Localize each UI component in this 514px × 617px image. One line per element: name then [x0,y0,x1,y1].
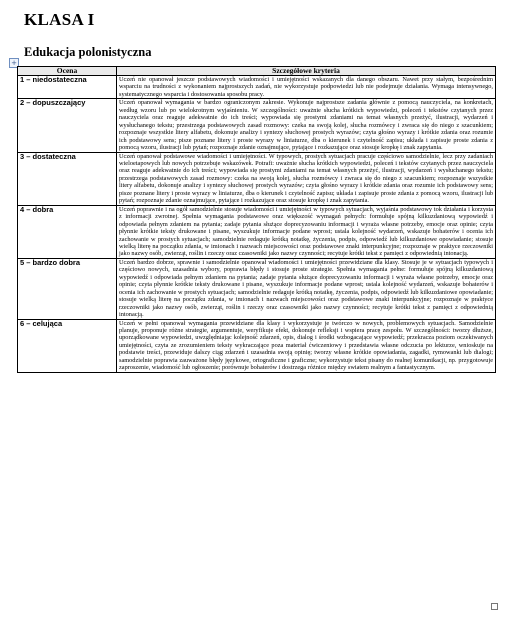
table-row [18,205,496,258]
header-criteria: Szczegółowe kryteria [117,67,496,76]
grade-cell: 2 – dopuszczający [18,99,117,152]
grade-cell: 1 – niedostateczna [18,76,117,99]
criteria-cell: Uczeń opanował podstawowe wiadomości i umiejętności. W typowych, prostych sytuacjach pracuje częściowo samodzielnie, lecz przy zadaniach wieloetapowych lub nowych potrzebuje wskazówek. Potrafi: uważnie słucha krótkich wypowiedzi, poleceń i tekstów czytanych przez nauczyciela oraz reaguje adekwatnie do ich treści; wypowiada się prostymi zdaniami na temat własnych przeżyć, ilustracji, wydarzeń i wysłuchanego tekstu; przestrzega podstawowych zasad rozmowy: czeka na swoją kolej, słucha rozmówcy i zwraca się do niego z szacunkiem; rozpoznaje wszystkie litery alfabetu, dokonuje analizy i syntezy słuchowej prostych wyrazów; czyta głośno wyrazy i krótkie zdania oraz rozumie ich podstawowy sens; pisze poznane litery i proste wyrazy w liniaturze, dba o kierunek i czytelność zapisu; układa i zapisuje proste zdania z pomocą wzoru, ilustracji lub pytań; rozpoznaje zdanie oznajmujące, pytające i rozkazujące oraz stosuje kropkę i znak zapytania. [117,152,496,205]
criteria-cell: Uczeń poprawnie i na ogół samodzielnie stosuje wiadomości i umiejętności w typowych sytuacjach, wyjaśnia podstawowy tok działania i korzysta z informacji zwrotnej. Spełnia wymagania podstawowe oraz większość wymagań pełnych: formułuje spójną kilkuzdaniową wypowiedź i odpowiada pełnym zdaniem na pytania; zadaje pytania służące doprecyzowaniu informacji i wyraża własne potrzeby, emocje oraz opinie; czyta płynnie krótkie teksty drukowane i pisane, wyszukuje informacje podane wprost; ustala kolejność wydarzeń, wskazuje bohaterów i ocenia ich zachowanie w prostych sytuacjach; samodzielnie redaguje krótką notatkę, życzenia, podpis, odpowiedź lub kilkuzdaniowe opowiadanie; stosuje wielką literę na początku zdania, w imionach i nazwach miejscowości oraz podstawowe znaki interpunkcyjne; rozpoznaje w praktyce rzeczowniki jako nazwy osób, zwierząt, roślin i rzeczy oraz czasowniki jako nazwy czynności; recytuje krótki tekst z pamięci z odpowiednią intonacją. [117,205,496,258]
table-row [18,319,496,372]
grade-cell: 6 – celująca [18,319,117,372]
table-row [18,258,496,319]
criteria-table [17,66,496,373]
criteria-cell: Uczeń opanował wymagania w bardzo ograniczonym zakresie. Wykonuje najprostsze zadania głównie z pomocą nauczyciela, na konkretach, według wzoru lub po wielokrotnym wyjaśnieniu. W szczególności: uważnie słucha krótkich wypowiedzi, poleceń i tekstów czytanych przez nauczyciela oraz reaguje adekwatnie do ich treści; wypowiada się prostymi zdaniami na temat własnych przeżyć, ilustracji, wydarzeń i wysłuchanego tekstu; przestrzega podstawowych zasad rozmowy: czeka na swoją kolej, słucha rozmówcy i zwraca się do niego z szacunkiem; rozpoznaje wszystkie litery alfabetu, dokonuje analizy i syntezy słuchowej prostych wyrazów; czyta głośno wyrazy i krótkie zdania oraz rozumie ich podstawowy sens; pisze poznane litery i proste wyrazy w liniaturze, dba o kierunek i czytelność zapisu; układa i zapisuje proste zdania z pomocą wzoru, ilustracji lub pytań; rozpoznaje zdanie oznajmujące, pytające i rozkazujące oraz stosuje kropkę i znak zapytania. [117,99,496,152]
criteria-cell: Uczeń nie opanował jeszcze podstawowych wiadomości i umiejętności wskazanych dla danego obszaru. Nawet przy stałym, bezpośrednim wsparciu na trudności z wykonaniem najprostszych zadań, nie wykorzystuje podpowiedzi lub nie podejmuje działania. Wymaga intensywnego, systematycznego wsparcia i dostosowania sposobu pracy. [117,76,496,99]
table-header-row [18,67,496,76]
grade-cell: 4 – dobra [18,205,117,258]
table-row [18,99,496,152]
table-move-handle-icon[interactable]: + [9,58,19,68]
criteria-cell: Uczeń bardzo dobrze, sprawnie i samodzielnie opanował wiadomości i umiejętności przewidziane dla klasy. Stosuje je w sytuacjach typowych i częściowo nowych, uzasadnia wybory, poprawia błędy i stosuje proste strategie. Spełnia wymagania pełne: formułuje spójną kilkuzdaniową wypowiedź i odpowiada pełnym zdaniem na pytania; zadaje pytania służące doprecyzowaniu informacji i wyraża własne potrzeby, emocje oraz opinie; czyta płynnie krótkie teksty drukowane i pisane, wyszukuje informacje podane wprost; ustala kolejność wydarzeń, wskazuje bohaterów i ocenia ich zachowanie w prostych sytuacjach; samodzielnie redaguje krótką notatkę, życzenia, podpis, odpowiedź lub kilkuzdaniowe opowiadanie; stosuje wielką literę na początku zdania, w imionach i nazwach miejscowości oraz podstawowe znaki interpunkcyjne; rozpoznaje w praktyce rzeczowniki jako nazwy osób, zwierząt, roślin i rzeczy oraz czasowniki jako nazwy czynności; recytuje krótki tekst z pamięci z odpowiednią intonacją. [117,258,496,319]
table-resize-handle-icon[interactable] [491,603,498,610]
grade-cell: 5 – bardzo dobra [18,258,117,319]
class-title: KLASA I [24,10,95,29]
criteria-cell: Uczeń w pełni opanował wymagania przewidziane dla klasy i wykorzystuje je twórczo w nowych, problemowych sytuacjach. Samodzielnie planuje, proponuje różne strategie, argumentuje, weryfikuje efekt, dokonuje refleksji i wspiera pracę zespołu. W szczególności: tworzy dłuższe, uporządkowane wypowiedzi, uwzględniając kolejność zdarzeń, opis, dialog i środki wzbogacające wypowiedź; przekracza poziom oczekiwanych umiejętności, czyta ze zrozumieniem teksty wykraczające poza materiał ćwiczeniowy i przedstawia własne odczucia po lekturze, wnioskuje na podstawie treści, przewiduje dalszy ciąg zdarzeń i uzasadnia swoją opinię; tworzy własne krótkie opowiadania, zagadki, rymowanki lub dialogi; samodzielnie poprawia zauważone błędy językowe, ortograficzne i graficzne; wykorzystuje tekst pisany do realnej komunikacji, np. przygotowuje zaproszenie, wiadomość lub ogłoszenie; porównuje bohaterów i dostrzega różnice między swiatem realnym a fantastycznym. [117,319,496,372]
table-row [18,76,496,99]
grade-cell: 3 – dostateczna [18,152,117,205]
header-grade: Ocena [18,67,117,76]
table-row [18,152,496,205]
subject-title: Edukacja polonistyczna [24,45,152,59]
